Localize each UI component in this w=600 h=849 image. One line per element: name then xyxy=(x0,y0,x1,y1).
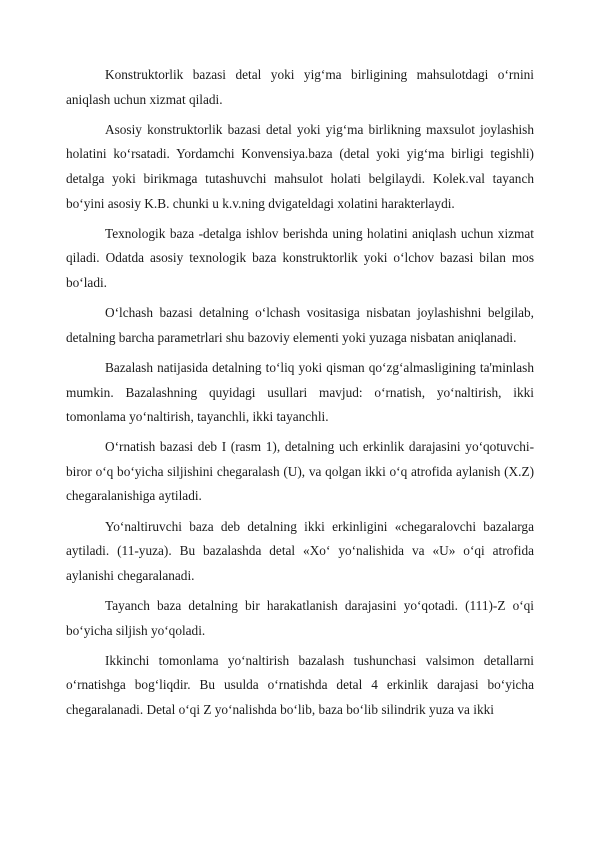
paragraph-bazalash-natijasi: Bazalash natijasida detalning to‘liq yoki qisman qo‘zg‘almasligining ta'minlash mumkin. Bazalashning quyidagi usullari mavjud: o‘rnatish, yo‘naltirish, ikki tomonlama yo‘naltirish, tayanchli, ikki tayanchli. xyxy=(66,359,534,425)
body-text xyxy=(66,63,534,728)
paragraph-tayanch-baza: Tayanch baza detalning bir harakatlanish darajasini yo‘qotadi. (111)-Z o‘qi bo‘yicha siljish yo‘qoladi. xyxy=(66,598,534,638)
paragraph-konstruktorlik-baza: Konstruktorlik bazasi detal yoki yig‘ma birligining mahsulotdagi o‘rnini aniqlash uchun xizmat qiladi. xyxy=(66,67,534,107)
paragraph-ikki-tomonlama: Ikkinchi tomonlama yo‘naltirish bazalash tushunchasi valsimon detallarni o‘rnatishga bog‘liqdir. Bu usulda o‘rnatishda detal 4 erkinlik darajasi bo‘yicha chegaralanadi. Detal o‘qi Z yo‘nalishda bo‘lib, baza bo‘lib silindrik yuza va ikki xyxy=(66,652,534,717)
paragraph-ornatish-bazasi: O‘rnatish bazasi deb I (rasm 1), detalning uch erkinlik darajasini yo‘qotuvchi-biror o‘q bo‘yicha siljishini chegaralash (U), va qolgan ikki o‘q atrofida aylanish (X.Z) chegaralanishiga aytiladi. xyxy=(66,439,534,504)
paragraph-yonaltiruvchi-baza: Yo‘naltiruvchi baza deb detalning ikki erkinligini «chegaralovchi bazalarga aytiladi. (11-yuza). Bu bazalashda detal «Xo‘ yo‘nalishida va «U» o‘qi atrofida aylanishi chegaralanadi. xyxy=(66,518,534,583)
paragraph-texnologik-baza: Texnologik baza -detalga ishlov berishda uning holatini aniqlash uchun xizmat qiladi. Odatda asosiy texnologik baza konstruktorlik yoki o‘lchov bazasi bilan mos bo‘ladi. xyxy=(66,225,534,290)
paragraph-asosiy-konstruktorlik-baza: Asosiy konstruktorlik bazasi detal yoki yig‘ma birlikning maxsulot joylashish holatini ko‘rsatadi. Yordamchi Konvensiya.baza (detal yoki yig‘ma birligi tegishli) detalga yoki birikmaga tutashuvchi mahsulot holati belgilaydi. Kolek.val tayanch bo‘yini asosiy K.B. chunki u k.v.ning dvigateldagi xolatini harakterlaydi. xyxy=(66,121,534,211)
paragraph-olchash-bazasi: O‘lchash bazasi detalning o‘lchash vositasiga nisbatan joylashishni belgilab, detalning barcha parametrlari shu bazoviy elementi yoki yuzaga nisbatan aniqlanadi. xyxy=(66,305,534,345)
